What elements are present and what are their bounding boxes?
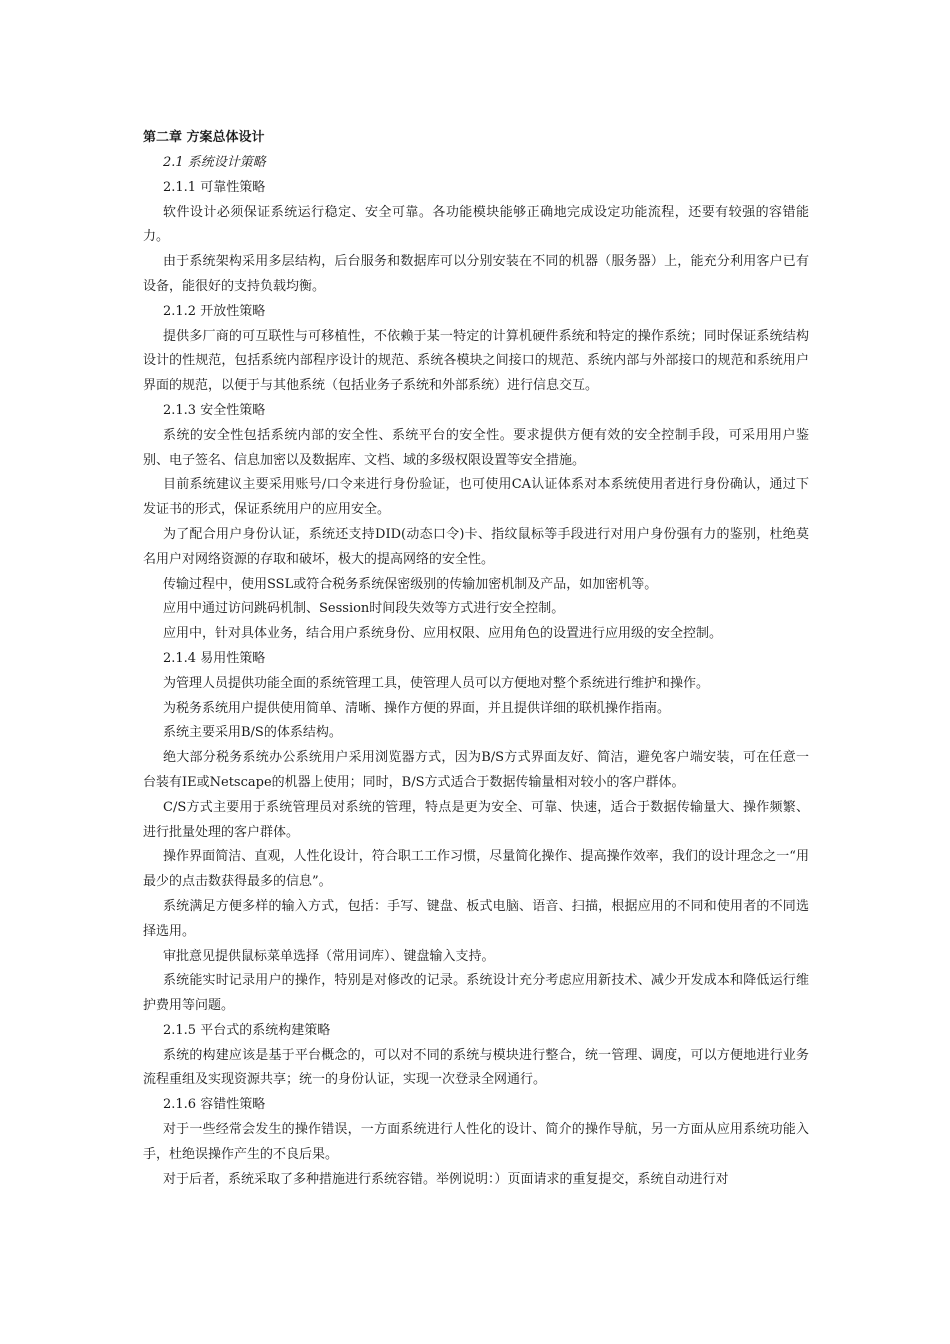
paragraph: 对于后者，系统采取了多种措施进行系统容错。举例说明：）页面请求的重复提交，系统自动进行对 — [163, 1171, 729, 1187]
paragraph: 提供多厂商的可互联性与可移植性，不依赖于某一特定的计算机硬件系统和特定的操作系统；同时保证系统结构设计的性规范，包括系统内部程序设计的规范、系统各模块之间接口的规范、系统内部与外部接口的规范和系统用户界面的规范，以便于与其他系统（包括业务子系统和外部系统）进行信息交互。 — [143, 328, 809, 394]
document-body — [143, 125, 809, 1192]
paragraph: 绝大部分税务系统办公系统用户采用浏览器方式，因为B/S方式界面友好、简洁，避免客户端安装，可在任意一台装有IE或Netscape的机器上使用；同时，B/S方式适合于数据传输量相对较小的客户群体。 — [143, 750, 809, 790]
paragraph: 对于一些经常会发生的操作错误，一方面系统进行人性化的设计、简介的操作导航，另一方面从应用系统功能入手，杜绝误操作产生的不良后果。 — [143, 1122, 809, 1162]
paragraph: 目前系统建议主要采用账号/口令来进行身份验证，也可使用CA认证体系对本系统使用者进行身份确认，通过下发证书的形式，保证系统用户的应用安全。 — [143, 477, 809, 518]
paragraph: 系统能实时记录用户的操作，特别是对修改的记录。系统设计充分考虑应用新技术、减少开发成本和降低运行维护费用等问题。 — [143, 973, 809, 1014]
paragraph: 为了配合用户身份认证，系统还支持DID(动态口令)卡、指纹鼠标等手段进行对用户身份强有力的鉴别，杜绝莫名用户对网络资源的存取和破坏，极大的提高网络的安全性。 — [143, 526, 809, 567]
subsection-heading: 2.1.3 安全性策略 — [163, 402, 266, 418]
chapter-title: 第二章 方案总体设计 — [143, 130, 265, 145]
paragraph: 系统主要采用B/S的体系结构。 — [163, 725, 342, 741]
paragraph: 操作界面简洁、直观，人性化设计，符合职工工作习惯，尽量简化操作、提高操作效率，我们的设计理念之一“用最少的点击数获得最多的信息”。 — [143, 849, 809, 890]
paragraph: 为管理人员提供功能全面的系统管理工具，使管理人员可以方便地对整个系统进行维护和操作。 — [163, 675, 710, 691]
subsection-heading: 2.1.2 开放性策略 — [163, 303, 266, 319]
subsection-heading: 2.1.1 可靠性策略 — [163, 179, 266, 195]
paragraph: 为税务系统用户提供使用简单、清晰、操作方便的界面，并且提供详细的联机操作指南。 — [163, 700, 671, 716]
paragraph: 审批意见提供鼠标菜单选择（常用词库）、键盘输入支持。 — [163, 948, 495, 964]
section-title: 2.1 系统设计策略 — [163, 155, 266, 170]
paragraph: 应用中，针对具体业务，结合用户系统身份、应用权限、应用角色的设置进行应用级的安全控制。 — [163, 626, 723, 642]
subsection-heading: 2.1.6 容错性策略 — [163, 1097, 266, 1113]
paragraph: 系统的构建应该是基于平台概念的，可以对不同的系统与模块进行整合，统一管理、调度，可以方便地进行业务流程重组及实现资源共享；统一的身份认证，实现一次登录全网通行。 — [143, 1047, 809, 1088]
paragraph: 由于系统架构采用多层结构，后台服务和数据库可以分别安装在不同的机器（服务器）上，能充分利用客户已有设备，能很好的支持负载均衡。 — [143, 254, 809, 294]
paragraph: C/S方式主要用于系统管理员对系统的管理，特点是更为安全、可靠、快速，适合于数据传输量大、操作频繁、进行批量处理的客户群体。 — [143, 799, 809, 840]
paragraph: 传输过程中，使用SSL或符合税务系统保密级别的传输加密机制及产品，如加密机等。 — [163, 576, 658, 592]
paragraph: 应用中通过访问跳码机制、Session时间段失效等方式进行安全控制。 — [163, 601, 565, 617]
subsection-heading: 2.1.5 平台式的系统构建策略 — [163, 1022, 331, 1038]
paragraph: 系统的安全性包括系统内部的安全性、系统平台的安全性。要求提供方便有效的安全控制手段，可采用用户鉴别、电子签名、信息加密以及数据库、文档、域的多级权限设置等安全措施。 — [143, 427, 809, 468]
paragraph: 系统满足方便多样的输入方式，包括：手写、键盘、板式电脑、语音、扫描，根据应用的不同和使用者的不同选择选用。 — [143, 898, 809, 939]
subsection-heading: 2.1.4 易用性策略 — [163, 650, 266, 666]
paragraph: 软件设计必须保证系统运行稳定、安全可靠。各功能模块能够正确地完成设定功能流程，还要有较强的容错能力。 — [143, 204, 809, 245]
